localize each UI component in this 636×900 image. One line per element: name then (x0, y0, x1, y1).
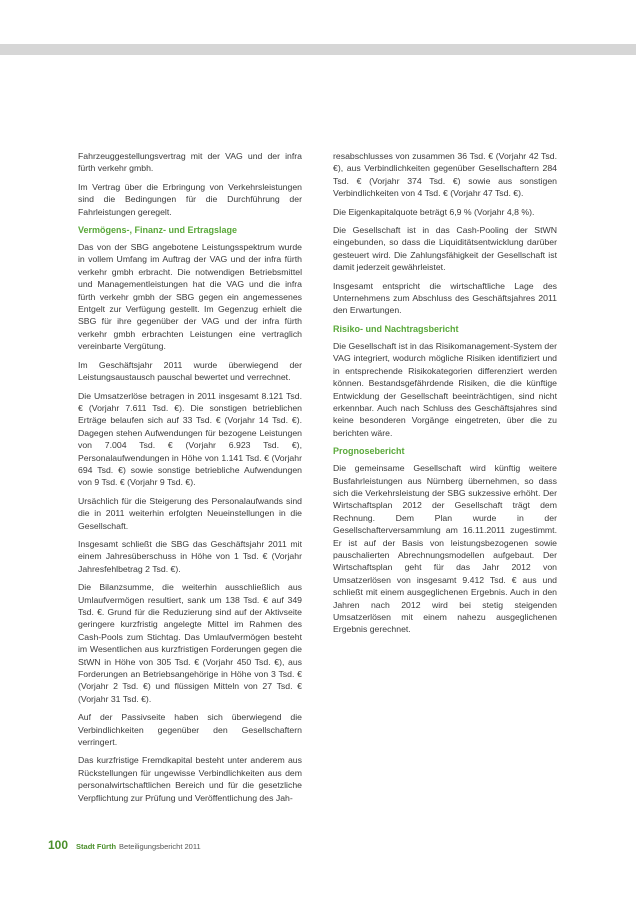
section-heading-prognose: Prognosebericht (333, 446, 405, 457)
header-band (0, 44, 636, 55)
right-column (333, 150, 557, 642)
paragraph: Die Bilanzsumme, die weiterhin ausschließlich aus Umlaufvermögen resultiert, sank um 138 Tsd. € auf 349 Tsd. €. Grund für die Reduzierung sind auf der Aktivseite geringere kurzfristig angelegte Mittel im Rahmen des Cash-Pools zum Stichtag. Das Umlaufvermögen besteht im Wesentlichen aus kurzfristigen Forderungen gegen die StWN in Höhe von 305 Tsd. € (Vorjahr 450 Tsd. €), aus Forderungen an Betriebsangehörige in Höhe von 3 Tsd. € (Vorjahr 2 Tsd. €) und flüssigen Mitteln von 27 Tsd. € (Vorjahr 31 Tsd. €). (78, 582, 302, 704)
footer-brand: Stadt Fürth (76, 842, 117, 851)
paragraph: Das von der SBG angebotene Leistungsspektrum wurde in vollem Umfang im Auftrag der VAG und der infra fürth verkehr gmbh erbracht. Die notwendigen Betriebsmittel und Managementleistungen hat die VAG und die infra fürth verkehr gmbh der SBG gegen ein angemessenes Entgelt zur Verfügung gestellt. Im Gegenzug erhielt die SBG für ihre gegenüber der VAG und der infra fürth verkehr gmbh erbrachten Leistungen eine vertraglich vereinbarte Vergütung. (78, 242, 302, 352)
section-heading-finanzlage: Vermögens-, Finanz- und Ertragslage (78, 225, 238, 236)
paragraph: Im Vertrag über die Erbringung von Verkehrsleistungen sind die Bedingungen für die Durchführung der Fahrleistungen geregelt. (78, 181, 302, 217)
page-footer (48, 838, 201, 852)
paragraph: Die gemeinsame Gesellschaft wird künftig weitere Busfahrleistungen aus Nürnberg übernehmen, so dass sich die Verkehrsleistung der SBG sukzessive erhöht. Der Wirtschaftsplan 2012 der Gesellschaft trägt dem Rechnung. Dem Plan wurde in der Gesellschafterversammlung am 16.11.2011 zugestimmt. Er ist auf der Basis von leistungsbezogenen sowie pauschalierten Abrechnungsmodellen aufgebaut. Der Wirtschaftsplan geht für das Jahr 2012 von Umsatzerlösen von insgesamt 9.412 Tsd. € aus und schließt mit einem ausgeglichenen Ergebnis. Auch in den Jahren nach 2012 wird bei stetig steigenden Umsatzerlösen mit einem nahezu ausgeglichenen Ergebnis gerechnet. (333, 463, 557, 635)
paragraph: Insgesamt entspricht die wirtschaftliche Lage des Unternehmens zum Abschluss des Geschäftsjahres 2011 den Erwartungen. (333, 280, 557, 316)
left-column (78, 150, 302, 810)
paragraph: Die Gesellschaft ist in das Risikomanagement-System der VAG integriert, wodurch mögliche Risiken identifiziert und in entsprechende Risikokategorien differenziert werden können. Bestandsgefährdende Risiken, die die künftige Entwicklung der Gesellschaft beeinträchtigen, sind nicht erkennbar. Auch nach Schluss des Geschäftsjahres sind keine besonderen Vorgänge eingetreten, über die zu berichten wäre. (333, 340, 557, 438)
paragraph: Insgesamt schließt die SBG das Geschäftsjahr 2011 mit einem Jahresüberschuss in Höhe von 1 Tsd. € (Vorjahr Jahresfehlbetrag 2 Tsd. €). (78, 538, 302, 574)
section-heading-risiko: Risiko- und Nachtragsbericht (333, 323, 459, 334)
paragraph: Die Umsatzerlöse betragen in 2011 insgesamt 8.121 Tsd. € (Vorjahr 7.611 Tsd. €). Die sonstigen betrieblichen Erträge belaufen sich auf 33 Tsd. € (Vorjahr 14 Tsd. €). Dagegen stehen Aufwendungen für bezogene Leistungen von 7.004 Tsd. € (Vorjahr 6.923 Tsd. €), Personalaufwendungen in Höhe von 1.141 Tsd. € (Vorjahr 694 Tsd. €) sowie sonstige betriebliche Aufwendungen von 9 Tsd. € (Vorjahr 9 Tsd. €). (78, 390, 302, 488)
paragraph: Das kurzfristige Fremdkapital besteht unter anderem aus Rückstellungen für ungewisse Verbindlichkeiten aus dem personalwirtschaftlichen Bereich und für die gesetzliche Verpflichtung zur Prüfung und Veröffentlichung des Jah- (78, 755, 302, 803)
paragraph: Ursächlich für die Steigerung des Personalaufwands sind die in 2011 weiterhin erfolgten Neueinstellungen in die Gesellschaft. (78, 495, 302, 531)
paragraph: Im Geschäftsjahr 2011 wurde überwiegend der Leistungsaustausch pauschal bewertet und verrechnet. (78, 359, 302, 383)
footer-report-title: Beteiligungsbericht 2011 (119, 842, 201, 851)
page-number: 100 (48, 838, 69, 852)
paragraph: Fahrzeuggestellungsvertrag mit der VAG und der infra fürth verkehr gmbh. (78, 151, 302, 174)
paragraph: resabschlusses von zusammen 36 Tsd. € (Vorjahr 42 Tsd. €), aus Verbindlichkeiten gegenüber Gesellschaftern 284 Tsd. € (Vorjahr 374 Tsd. €) sowie aus sonstigen Verbindlichkeiten von 4 Tsd. € (Vorjahr 47 Tsd. €). (333, 151, 557, 199)
paragraph: Die Gesellschaft ist in das Cash-Pooling der StWN eingebunden, so dass die Liquiditätsentwicklung darüber gesteuert wird. Die Zahlungsfähigkeit der Gesellschaft ist damit jederzeit gewährleistet. (333, 225, 557, 273)
paragraph: Die Eigenkapitalquote beträgt 6,9 % (Vorjahr 4,8 %). (333, 206, 535, 217)
paragraph: Auf der Passivseite haben sich überwiegend die Verbindlichkeiten gegenüber den Gesellschaftern verringert. (78, 712, 302, 748)
